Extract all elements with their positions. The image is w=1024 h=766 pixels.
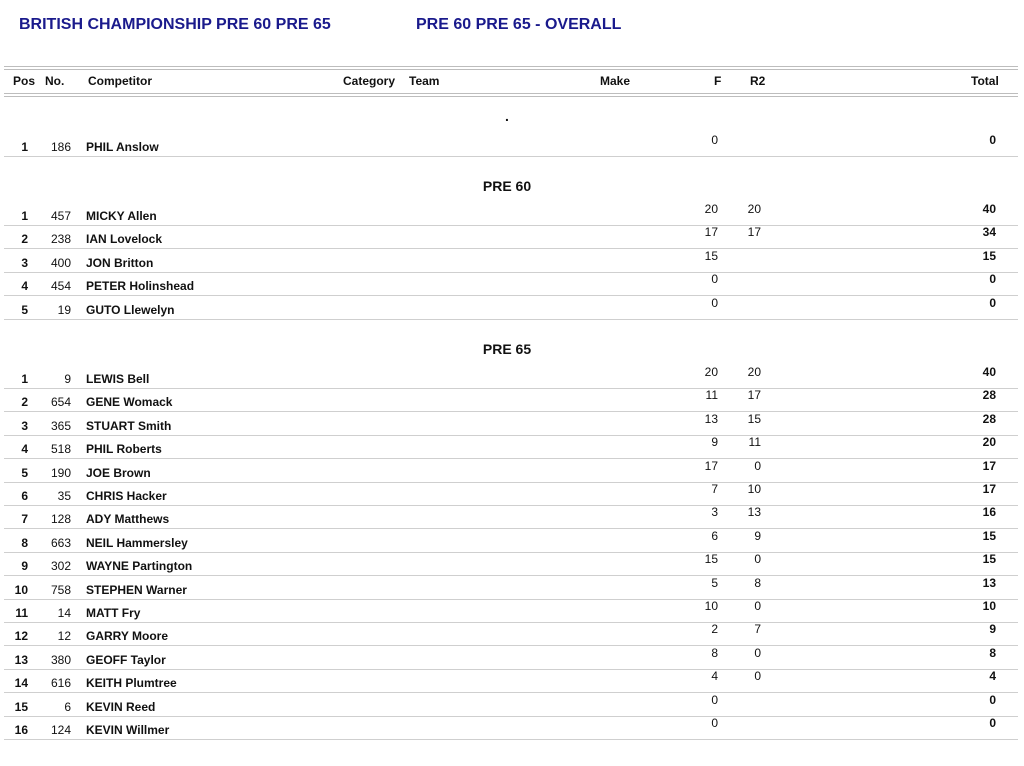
number-cell: 454: [50, 279, 71, 294]
position-cell: 14: [14, 676, 28, 691]
table-row: [0, 577, 1024, 600]
number-cell: 616: [50, 676, 71, 691]
f-score-cell: 17: [704, 225, 718, 240]
f-score-cell: 4: [711, 669, 718, 684]
total-cell: 34: [982, 225, 996, 240]
col-category: Category: [343, 74, 396, 88]
r2-score-cell: 0: [754, 669, 761, 684]
table-row: [0, 250, 1024, 273]
total-cell: 13: [982, 575, 996, 590]
position-cell: 1: [21, 372, 28, 386]
number-cell: 19: [57, 302, 71, 317]
f-score-cell: 0: [711, 692, 718, 707]
table-row: [0, 297, 1024, 320]
number-cell: 518: [50, 442, 71, 457]
f-score-cell: 20: [704, 202, 718, 216]
number-cell: 663: [50, 535, 71, 550]
r2-score-cell: 0: [754, 552, 761, 567]
total-cell: 40: [982, 365, 996, 379]
total-cell: 0: [989, 295, 996, 310]
r2-score-cell: 8: [754, 575, 761, 590]
r2-score-cell: 20: [747, 202, 761, 216]
r2-score-cell: 9: [754, 528, 761, 543]
number-cell: 302: [50, 559, 71, 574]
competitor-cell: KEVIN Willmer: [86, 723, 170, 737]
position-cell: 6: [21, 489, 28, 503]
row-divider: [4, 319, 1018, 320]
number-cell: 380: [50, 652, 71, 667]
r2-score-cell: 7: [754, 622, 761, 637]
header-bottom-rule-inner: [4, 96, 1018, 97]
r2-score-cell: 0: [754, 458, 761, 473]
f-score-cell: 15: [704, 248, 718, 263]
number-cell: 238: [50, 232, 71, 247]
table-row: [0, 530, 1024, 553]
col-total: Total: [971, 74, 999, 88]
f-score-cell: 0: [711, 716, 718, 730]
position-cell: 2: [21, 232, 28, 247]
total-cell: 40: [982, 202, 996, 216]
competitor-cell: KEITH Plumtree: [86, 676, 177, 691]
r2-score-cell: 15: [747, 411, 761, 426]
position-cell: 4: [21, 442, 28, 457]
f-score-cell: 0: [711, 272, 718, 287]
competitor-cell: PHIL Roberts: [86, 442, 162, 457]
table-row: [0, 506, 1024, 529]
competitor-cell: MATT Fry: [86, 606, 141, 620]
r2-score-cell: 11: [748, 435, 761, 450]
header-bottom-rule: [4, 93, 1018, 94]
f-score-cell: 2: [711, 622, 718, 637]
f-score-cell: 6: [711, 528, 718, 543]
competitor-cell: STEPHEN Warner: [86, 582, 187, 597]
position-cell: 15: [14, 699, 28, 714]
position-cell: 7: [21, 512, 28, 527]
position-cell: 2: [21, 395, 28, 410]
total-cell: 8: [989, 645, 996, 660]
f-score-cell: 7: [711, 482, 718, 496]
table-row: [0, 623, 1024, 646]
r2-score-cell: 0: [754, 599, 761, 613]
competitor-cell: MICKY Allen: [86, 209, 157, 223]
total-cell: 28: [982, 388, 996, 403]
table-row: [0, 460, 1024, 483]
total-cell: 15: [982, 248, 996, 263]
number-cell: 190: [50, 465, 71, 480]
championship-title: BRITISH CHAMPIONSHIP PRE 60 PRE 65: [19, 16, 331, 33]
position-cell: 5: [21, 465, 28, 480]
competitor-cell: KEVIN Reed: [86, 699, 156, 714]
competitor-cell: JOE Brown: [86, 465, 151, 480]
table-row: [0, 600, 1024, 623]
total-cell: 0: [989, 133, 996, 147]
header-top-rule: [4, 66, 1018, 67]
total-cell: 4: [989, 669, 996, 684]
table-row: [0, 483, 1024, 506]
position-cell: 13: [14, 652, 28, 667]
f-score-cell: 3: [711, 505, 718, 520]
competitor-cell: PHIL Anslow: [86, 140, 159, 154]
number-cell: 365: [50, 418, 71, 433]
position-cell: 3: [21, 418, 28, 433]
competitor-cell: PETER Holinshead: [86, 279, 195, 294]
table-row: [0, 203, 1024, 226]
r2-score-cell: 17: [747, 225, 761, 240]
section-title: PRE 60: [482, 178, 532, 194]
r2-score-cell: 10: [747, 482, 761, 496]
table-row: [0, 436, 1024, 459]
position-cell: 9: [21, 559, 28, 574]
section-title: PRE 65: [482, 341, 532, 357]
total-cell: 16: [982, 505, 996, 520]
table-row: [0, 413, 1024, 436]
col-make: Make: [600, 74, 631, 88]
number-cell: 6: [64, 699, 71, 714]
number-cell: 35: [57, 489, 71, 503]
r2-score-cell: 20: [747, 365, 761, 379]
f-score-cell: 0: [711, 295, 718, 310]
table-row: [0, 226, 1024, 249]
table-row: [0, 670, 1024, 693]
number-cell: 400: [50, 255, 71, 270]
r2-score-cell: 17: [747, 388, 761, 403]
competitor-cell: CHRIS Hacker: [86, 489, 167, 503]
number-cell: 186: [50, 140, 71, 154]
number-cell: 12: [57, 629, 71, 644]
row-divider: [4, 156, 1018, 157]
col-pos: Pos: [13, 74, 36, 88]
f-score-cell: 10: [704, 599, 718, 613]
total-cell: 0: [989, 272, 996, 287]
col-team: Team: [409, 74, 440, 88]
number-cell: 124: [50, 723, 71, 737]
position-cell: 1: [21, 140, 28, 154]
competitor-cell: ADY Matthews: [86, 512, 170, 527]
competitor-cell: LEWIS Bell: [86, 372, 150, 386]
number-cell: 9: [64, 372, 71, 386]
competitor-cell: GENE Womack: [86, 395, 173, 410]
number-cell: 758: [50, 582, 71, 597]
row-divider: [4, 739, 1018, 740]
position-cell: 10: [14, 582, 28, 597]
table-row: [0, 717, 1024, 740]
section-title: .: [505, 108, 509, 124]
total-cell: 0: [989, 716, 996, 730]
header-top-rule-inner: [4, 69, 1018, 70]
f-score-cell: 11: [705, 388, 718, 403]
r2-score-cell: 0: [754, 645, 761, 660]
competitor-cell: IAN Lovelock: [86, 232, 163, 247]
total-cell: 15: [982, 528, 996, 543]
col-f: F: [714, 74, 722, 88]
total-cell: 17: [982, 482, 996, 496]
col-no: No.: [45, 74, 65, 88]
table-row: [0, 553, 1024, 576]
f-score-cell: 0: [711, 133, 718, 147]
f-score-cell: 13: [704, 411, 718, 426]
position-cell: 1: [21, 209, 28, 223]
position-cell: 11: [15, 606, 28, 620]
f-score-cell: 20: [704, 365, 718, 379]
position-cell: 4: [21, 279, 28, 294]
f-score-cell: 15: [704, 552, 718, 567]
competitor-cell: GEOFF Taylor: [86, 652, 166, 667]
competitor-cell: GARRY Moore: [86, 629, 169, 644]
position-cell: 16: [14, 723, 28, 737]
f-score-cell: 8: [711, 645, 718, 660]
col-r2: R2: [750, 74, 766, 88]
competitor-cell: WAYNE Partington: [86, 559, 193, 574]
total-cell: 28: [982, 411, 996, 426]
competitor-cell: GUTO Llewelyn: [86, 302, 175, 317]
total-cell: 10: [982, 599, 996, 613]
total-cell: 9: [989, 622, 996, 637]
f-score-cell: 9: [711, 435, 718, 450]
position-cell: 12: [14, 629, 28, 644]
total-cell: 15: [982, 552, 996, 567]
f-score-cell: 17: [704, 458, 718, 473]
col-competitor: Competitor: [88, 74, 152, 88]
position-cell: 3: [21, 255, 28, 270]
position-cell: 8: [21, 535, 28, 550]
total-cell: 20: [982, 435, 996, 450]
competitor-cell: STUART Smith: [86, 418, 172, 433]
number-cell: 654: [50, 395, 71, 410]
r2-score-cell: 13: [747, 505, 761, 520]
table-row: [0, 134, 1024, 157]
table-row: [0, 273, 1024, 296]
f-score-cell: 5: [711, 575, 718, 590]
total-cell: 0: [989, 692, 996, 707]
position-cell: 5: [21, 302, 28, 317]
table-row: [0, 389, 1024, 412]
table-row: [0, 647, 1024, 670]
competitor-cell: JON Britton: [86, 255, 154, 270]
competitor-cell: NEIL Hammersley: [86, 535, 188, 550]
table-row: [0, 366, 1024, 389]
total-cell: 17: [982, 458, 996, 473]
number-cell: 457: [50, 209, 71, 223]
number-cell: 128: [50, 512, 71, 527]
table-row: [0, 694, 1024, 717]
column-header-row: [0, 74, 1024, 92]
results-title: PRE 60 PRE 65 - OVERALL: [416, 16, 622, 33]
number-cell: 14: [57, 606, 71, 620]
